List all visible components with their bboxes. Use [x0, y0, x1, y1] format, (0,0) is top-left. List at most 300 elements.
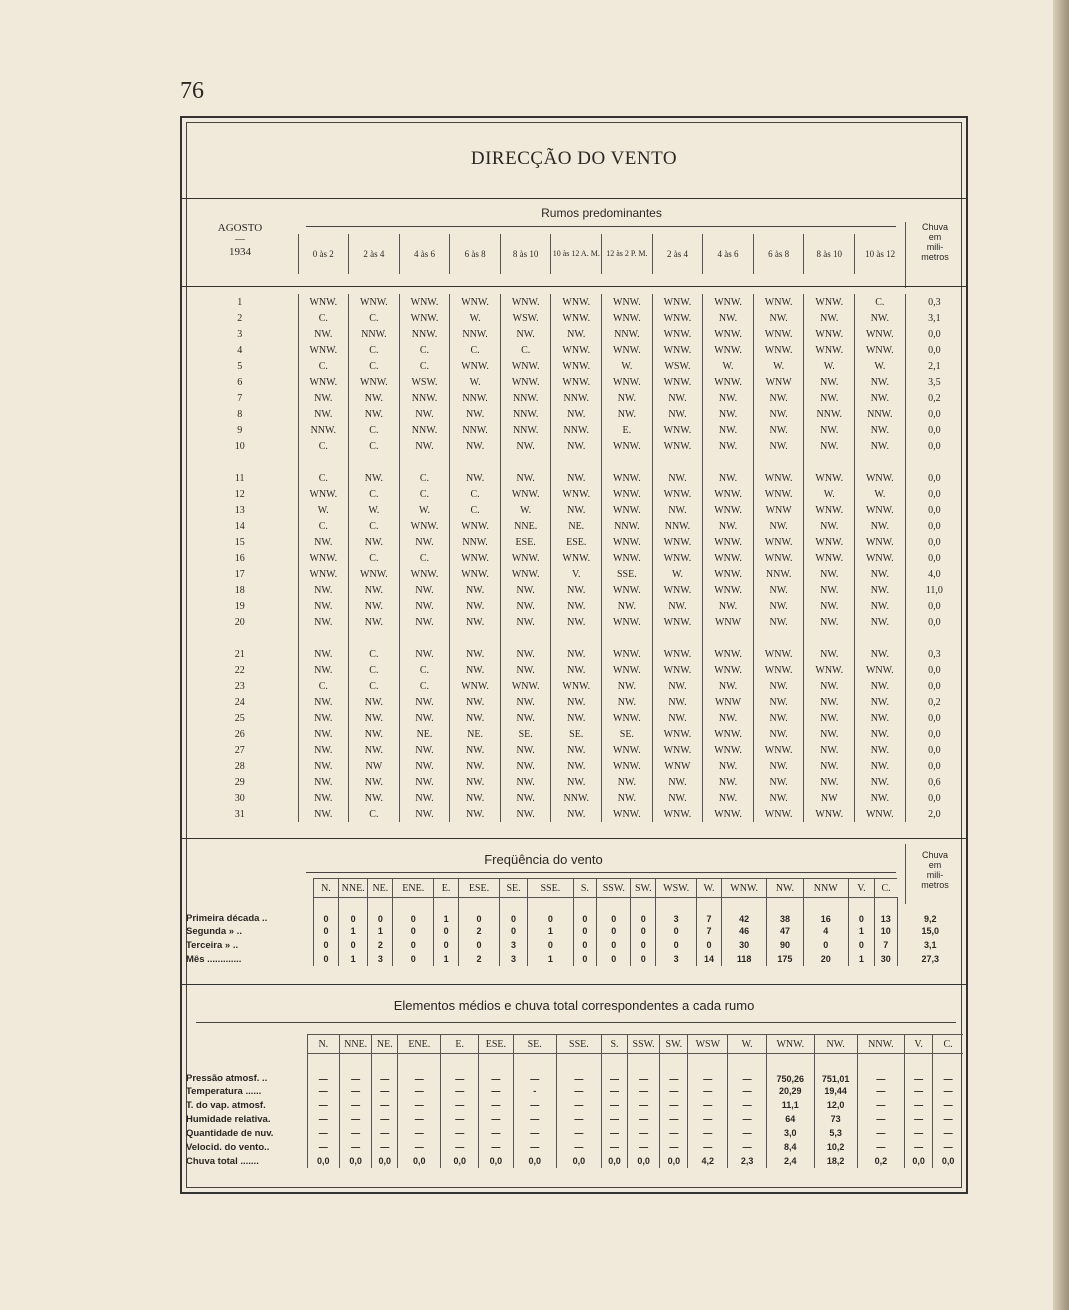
- direction-cell: WNW.: [703, 534, 754, 550]
- rumos-header: Rumos predominantes: [541, 206, 662, 220]
- title-divider: [182, 198, 966, 199]
- direction-cell: NW.: [855, 438, 906, 454]
- freq-cell: 0: [631, 924, 656, 938]
- direction-cell: NW.: [703, 422, 754, 438]
- direction-cell: NW.: [703, 710, 754, 726]
- elem-cell: 0,0: [398, 1154, 441, 1168]
- elem-cell: —: [339, 1098, 371, 1112]
- direction-cell: NNW.: [450, 390, 501, 406]
- direction-cell: WNW.: [804, 550, 855, 566]
- elem-cell: 0,0: [602, 1154, 628, 1168]
- direction-cell: NW.: [753, 438, 804, 454]
- elem-cell: —: [479, 1084, 514, 1098]
- direction-cell: WNW.: [753, 742, 804, 758]
- direction-cell: WNW.: [602, 438, 653, 454]
- direction-cell: WNW.: [703, 646, 754, 662]
- period-header: 8 às 10: [500, 234, 551, 274]
- direction-cell: WNW.: [551, 374, 602, 390]
- direction-cell: W.: [349, 502, 400, 518]
- rain-cell: 0,0: [905, 726, 963, 742]
- day-cell: 17: [234, 568, 245, 580]
- elem-cell: —: [339, 1054, 371, 1085]
- table-row: [182, 502, 963, 518]
- direction-cell: WNW.: [399, 518, 450, 534]
- freq-cell: 118: [721, 952, 766, 966]
- direction-cell: WNW.: [804, 342, 855, 358]
- direction-cell: NNW.: [855, 406, 906, 422]
- rain-cell: 0,0: [905, 598, 963, 614]
- elem-cell: —: [556, 1098, 601, 1112]
- day-cell: 23: [234, 680, 245, 692]
- freq-cell: 30: [721, 938, 766, 952]
- table-row: [182, 614, 963, 630]
- direction-cell: NW.: [753, 390, 804, 406]
- direction-cell: NW.: [500, 710, 551, 726]
- direction-cell: WNW: [703, 614, 754, 630]
- direction-cell: WNW.: [855, 550, 906, 566]
- direction-cell: NNW.: [652, 518, 703, 534]
- direction-cell: W.: [804, 358, 855, 374]
- elem-cell: —: [627, 1140, 659, 1154]
- direction-cell: W.: [399, 502, 450, 518]
- table-frame: [180, 116, 968, 1194]
- direction-cell: NNW.: [500, 422, 551, 438]
- direction-cell: NW.: [450, 438, 501, 454]
- day-cell: 18: [234, 584, 245, 596]
- rain-cell: 0,0: [905, 342, 963, 358]
- direction-cell: WNW: [652, 758, 703, 774]
- elem-cell: —: [556, 1126, 601, 1140]
- elem-cell: —: [441, 1126, 479, 1140]
- direction-cell: C.: [349, 550, 400, 566]
- direction-cell: W.: [753, 358, 804, 374]
- direction-cell: V.: [551, 566, 602, 582]
- direction-cell: NW.: [602, 678, 653, 694]
- day-cell: 29: [234, 776, 245, 788]
- direction-cell: NW.: [399, 774, 450, 790]
- rain-cell: 0,3: [905, 646, 963, 662]
- direction-cell: NW.: [399, 742, 450, 758]
- direction-cell: WNW.: [602, 470, 653, 486]
- table-row: [182, 662, 963, 678]
- direction-cell: WNW.: [602, 646, 653, 662]
- direction-cell: C.: [298, 310, 349, 326]
- freq-cell: 20: [803, 952, 848, 966]
- header-spacer: [182, 1035, 307, 1054]
- direction-cell: NW.: [349, 742, 400, 758]
- direction-cell: C.: [399, 486, 450, 502]
- direction-cell: NW.: [855, 742, 906, 758]
- direction-cell: C.: [349, 662, 400, 678]
- day-cell: 21: [234, 648, 245, 660]
- elem-cell: —: [339, 1084, 371, 1098]
- direction-cell: NW.: [551, 326, 602, 342]
- direction-cell: NW.: [753, 582, 804, 598]
- direction-cell: C.: [349, 438, 400, 454]
- elem-cell: —: [372, 1140, 398, 1154]
- elem-cell: 0,0: [372, 1154, 398, 1168]
- direction-cell: C.: [450, 486, 501, 502]
- freq-cell: 0: [528, 938, 573, 952]
- gap-cell: [753, 454, 804, 470]
- freq-cell: 0: [313, 938, 338, 952]
- direction-cell: WNW.: [652, 438, 703, 454]
- period-header: 6 às 8: [753, 234, 804, 274]
- table-row: [182, 898, 963, 925]
- elem-cell: —: [857, 1140, 904, 1154]
- rain-cell: 0,0: [905, 326, 963, 342]
- direction-cell: WNW.: [703, 374, 754, 390]
- direction-cell: WNW.: [703, 662, 754, 678]
- elem-cell: —: [905, 1126, 933, 1140]
- period-header: 0 às 2: [298, 234, 349, 274]
- elem-cell: —: [857, 1084, 904, 1098]
- direction-cell: WNW.: [450, 358, 501, 374]
- table-row: [182, 550, 963, 566]
- direction-cell: NNW.: [551, 390, 602, 406]
- table-row: [182, 294, 963, 310]
- elem-cell: —: [307, 1098, 339, 1112]
- direction-cell: WNW.: [652, 294, 703, 310]
- elem-cell: 0,0: [307, 1154, 339, 1168]
- direction-cell: NW.: [349, 406, 400, 422]
- direction-cell: SSE.: [602, 566, 653, 582]
- direction-cell: NW.: [855, 758, 906, 774]
- gap-cell: [652, 630, 703, 646]
- direction-cell: SE.: [500, 726, 551, 742]
- direction-cell: WNW.: [602, 614, 653, 630]
- row-label: Humidade relativa.: [186, 1113, 271, 1125]
- freq-column-header: NW.: [767, 879, 803, 898]
- elem-cell: 0,0: [660, 1154, 688, 1168]
- elem-cell: —: [479, 1126, 514, 1140]
- direction-cell: WNW.: [298, 294, 349, 310]
- freq-cell: 0: [528, 898, 573, 925]
- rain-header-line: em: [928, 860, 942, 870]
- direction-cell: C.: [349, 358, 400, 374]
- direction-cell: NW.: [450, 582, 501, 598]
- freq-cell: 0: [656, 924, 697, 938]
- direction-cell: WNW: [753, 374, 804, 390]
- direction-cell: NW.: [804, 742, 855, 758]
- elem-column-header: W.: [728, 1035, 767, 1054]
- rain-cell: 0,0: [905, 678, 963, 694]
- day-cell: 6: [237, 376, 243, 388]
- day-cell: 24: [234, 696, 245, 708]
- direction-cell: NW.: [450, 806, 501, 822]
- day-cell: 28: [234, 760, 245, 772]
- elem-cell: —: [441, 1112, 479, 1126]
- direction-cell: NW.: [298, 614, 349, 630]
- day-cell: 2: [237, 312, 243, 324]
- gap-cell: [753, 630, 804, 646]
- direction-cell: NW.: [855, 726, 906, 742]
- direction-cell: NW.: [500, 470, 551, 486]
- elem-cell: —: [441, 1098, 479, 1112]
- elem-cell: 20,29: [767, 1084, 814, 1098]
- header-divider: [182, 286, 966, 287]
- direction-cell: W.: [703, 358, 754, 374]
- direction-cell: WNW.: [602, 758, 653, 774]
- gap-cell: [804, 454, 855, 470]
- direction-cell: WNW.: [652, 342, 703, 358]
- elem-cell: —: [372, 1126, 398, 1140]
- direction-cell: NW.: [855, 774, 906, 790]
- direction-cell: WNW.: [399, 294, 450, 310]
- direction-cell: NE.: [399, 726, 450, 742]
- direction-cell: WNW.: [602, 662, 653, 678]
- elem-cell: —: [513, 1054, 556, 1085]
- direction-cell: WSW.: [652, 358, 703, 374]
- day-cell: 9: [237, 424, 243, 436]
- direction-cell: NW.: [349, 614, 400, 630]
- direction-cell: NW.: [602, 406, 653, 422]
- direction-cell: WNW.: [602, 534, 653, 550]
- direction-cell: WNW.: [855, 342, 906, 358]
- direction-cell: WNW.: [753, 470, 804, 486]
- freq-column-header: NE.: [368, 879, 393, 898]
- freq-cell: 7: [697, 898, 722, 925]
- elem-cell: —: [728, 1084, 767, 1098]
- direction-cell: NW.: [753, 710, 804, 726]
- freq-cell: 2: [459, 924, 500, 938]
- direction-cell: C.: [855, 294, 906, 310]
- elem-cell: —: [728, 1140, 767, 1154]
- direction-cell: C.: [399, 662, 450, 678]
- row-label: Primeira década ..: [186, 913, 268, 924]
- direction-cell: WNW.: [855, 806, 906, 822]
- direction-cell: NW.: [551, 742, 602, 758]
- freq-cell: 0: [393, 952, 434, 966]
- rain-cell: 0,0: [905, 486, 963, 502]
- direction-cell: WNW.: [551, 678, 602, 694]
- table-row: [182, 710, 963, 726]
- direction-cell: NNW.: [450, 422, 501, 438]
- row-label: Chuva total .......: [186, 1155, 259, 1167]
- direction-cell: WNW.: [703, 326, 754, 342]
- month-dash: —: [235, 234, 245, 245]
- elem-cell: —: [627, 1084, 659, 1098]
- rain-cell: 0,0: [905, 470, 963, 486]
- direction-cell: C.: [399, 550, 450, 566]
- table-row: [182, 422, 963, 438]
- elem-cell: —: [688, 1098, 728, 1112]
- rain-cell: 27,3: [897, 952, 963, 966]
- elem-cell: 5,3: [814, 1126, 857, 1140]
- elem-cell: —: [933, 1054, 963, 1085]
- direction-cell: NNW.: [500, 406, 551, 422]
- header-spacer: [182, 879, 313, 898]
- freq-cell: 0: [597, 898, 631, 925]
- direction-cell: NW.: [804, 710, 855, 726]
- rain-cell: 0,0: [905, 550, 963, 566]
- direction-cell: NW.: [703, 678, 754, 694]
- direction-cell: WNW.: [703, 566, 754, 582]
- freq-cell: 0: [597, 952, 631, 966]
- direction-cell: W.: [602, 358, 653, 374]
- elem-cell: —: [627, 1112, 659, 1126]
- freq-cell: 13: [874, 898, 897, 925]
- elem-cell: 0,0: [339, 1154, 371, 1168]
- freq-cell: 0: [313, 924, 338, 938]
- direction-cell: NW.: [551, 582, 602, 598]
- elem-cell: —: [857, 1054, 904, 1085]
- elem-cell: —: [398, 1140, 441, 1154]
- gap-cell: [500, 454, 551, 470]
- elem-brace: [196, 1022, 956, 1031]
- row-label: Terceira » ..: [186, 939, 239, 951]
- elem-cell: —: [688, 1140, 728, 1154]
- freq-cell: 0: [499, 898, 527, 925]
- elem-column-header: SSW.: [627, 1035, 659, 1054]
- direction-cell: NW.: [703, 390, 754, 406]
- direction-cell: W.: [804, 486, 855, 502]
- direction-cell: WNW.: [652, 742, 703, 758]
- direction-cell: NW.: [298, 758, 349, 774]
- freq-cell: 0: [393, 898, 434, 925]
- direction-cell: WNW.: [349, 374, 400, 390]
- direction-cell: C.: [349, 646, 400, 662]
- direction-cell: WNW.: [652, 486, 703, 502]
- direction-cell: C.: [349, 806, 400, 822]
- elem-cell: —: [372, 1054, 398, 1085]
- direction-cell: NW.: [298, 774, 349, 790]
- elem-cell: —: [933, 1112, 963, 1126]
- freq-column-header: NNW: [803, 879, 848, 898]
- direction-cell: WNW.: [298, 486, 349, 502]
- elem-cell: —: [602, 1098, 628, 1112]
- freq-cell: 2: [368, 938, 393, 952]
- direction-cell: NW.: [855, 710, 906, 726]
- table-row: [182, 806, 963, 822]
- rain-cell: 15,0: [897, 924, 963, 938]
- direction-cell: NNW.: [349, 326, 400, 342]
- elem-cell: —: [602, 1112, 628, 1126]
- direction-cell: NW.: [298, 710, 349, 726]
- direction-cell: NW.: [298, 326, 349, 342]
- freq-cell: 3: [656, 952, 697, 966]
- rain-cell: 3,1: [897, 938, 963, 952]
- gap-cell: [500, 630, 551, 646]
- direction-cell: NNW.: [399, 326, 450, 342]
- freq-cell: 1: [368, 924, 393, 938]
- rain-cell: 0,0: [905, 662, 963, 678]
- direction-cell: WNW.: [753, 646, 804, 662]
- direction-cell: NW.: [399, 598, 450, 614]
- direction-cell: WNW.: [652, 614, 703, 630]
- direction-cell: C.: [399, 358, 450, 374]
- freq-column-header: SE.: [499, 879, 527, 898]
- day-cell: 5: [237, 360, 243, 372]
- freq-cell: 0: [573, 938, 597, 952]
- day-cell: 20: [234, 616, 245, 628]
- direction-cell: NW.: [602, 598, 653, 614]
- freq-cell: 46: [721, 924, 766, 938]
- direction-cell: WNW.: [703, 550, 754, 566]
- elem-cell: —: [905, 1140, 933, 1154]
- elem-cell: —: [660, 1098, 688, 1112]
- direction-cell: WNW: [703, 694, 754, 710]
- direction-cell: NW.: [298, 790, 349, 806]
- gap-cell: [551, 454, 602, 470]
- day-cell: 25: [234, 712, 245, 724]
- direction-cell: W.: [500, 502, 551, 518]
- elem-cell: —: [660, 1126, 688, 1140]
- freq-cell: 1: [434, 898, 459, 925]
- direction-cell: SE.: [602, 726, 653, 742]
- direction-cell: WNW.: [602, 582, 653, 598]
- direction-cell: NW.: [450, 742, 501, 758]
- elem-cell: 73: [814, 1112, 857, 1126]
- direction-cell: NW.: [855, 582, 906, 598]
- table-row: [182, 1112, 963, 1126]
- direction-cell: NNW.: [500, 390, 551, 406]
- direction-cell: NW.: [551, 758, 602, 774]
- elem-cell: —: [339, 1140, 371, 1154]
- freq-cell: 0: [338, 938, 367, 952]
- elem-cell: —: [307, 1084, 339, 1098]
- direction-cell: NW.: [703, 598, 754, 614]
- elem-column-header: WNW.: [767, 1035, 814, 1054]
- direction-cell: WNW.: [703, 342, 754, 358]
- elem-cell: 2,4: [767, 1154, 814, 1168]
- freq-cell: 0: [368, 898, 393, 925]
- elem-cell: —: [728, 1054, 767, 1085]
- elem-title: Elementos médios e chuva total correspondentes a cada rumo: [393, 998, 755, 1013]
- table-row: [182, 1084, 963, 1098]
- direction-cell: C.: [298, 518, 349, 534]
- elem-cell: —: [933, 1126, 963, 1140]
- freq-cell: 3: [499, 952, 527, 966]
- elem-cell: 2,3: [728, 1154, 767, 1168]
- direction-cell: NW.: [551, 406, 602, 422]
- table-row: [182, 374, 963, 390]
- elem-column-header: N.: [307, 1035, 339, 1054]
- rain-header-line: em: [928, 232, 942, 242]
- direction-cell: NW.: [450, 614, 501, 630]
- elem-cell: 0,0: [556, 1154, 601, 1168]
- elem-cell: 11,1: [767, 1098, 814, 1112]
- elem-cell: —: [933, 1098, 963, 1112]
- direction-cell: C.: [298, 470, 349, 486]
- direction-cell: NW.: [500, 662, 551, 678]
- day-cell: 30: [234, 792, 245, 804]
- elem-cell: —: [513, 1112, 556, 1126]
- direction-cell: NW.: [703, 406, 754, 422]
- direction-cell: WNW.: [804, 326, 855, 342]
- direction-cell: NW.: [703, 310, 754, 326]
- day-cell: 13: [234, 504, 245, 516]
- table-row: [182, 1154, 963, 1168]
- day-cell: 12: [234, 488, 245, 500]
- direction-cell: WNW.: [652, 550, 703, 566]
- direction-cell: WNW.: [855, 502, 906, 518]
- elem-cell: 0,0: [905, 1154, 933, 1168]
- direction-cell: NW.: [450, 790, 501, 806]
- direction-cell: WNW.: [602, 294, 653, 310]
- page-binding-shadow: [1053, 0, 1069, 1310]
- direction-cell: NW.: [703, 518, 754, 534]
- freq-cell: 1: [528, 924, 573, 938]
- elem-cell: —: [905, 1084, 933, 1098]
- direction-cell: NW.: [500, 614, 551, 630]
- rain-cell: 0,0: [905, 534, 963, 550]
- elem-column-header: ENE.: [398, 1035, 441, 1054]
- direction-cell: WNW.: [703, 502, 754, 518]
- direction-cell: NNW.: [450, 534, 501, 550]
- wind-direction-table: [182, 294, 963, 822]
- direction-cell: NW.: [551, 646, 602, 662]
